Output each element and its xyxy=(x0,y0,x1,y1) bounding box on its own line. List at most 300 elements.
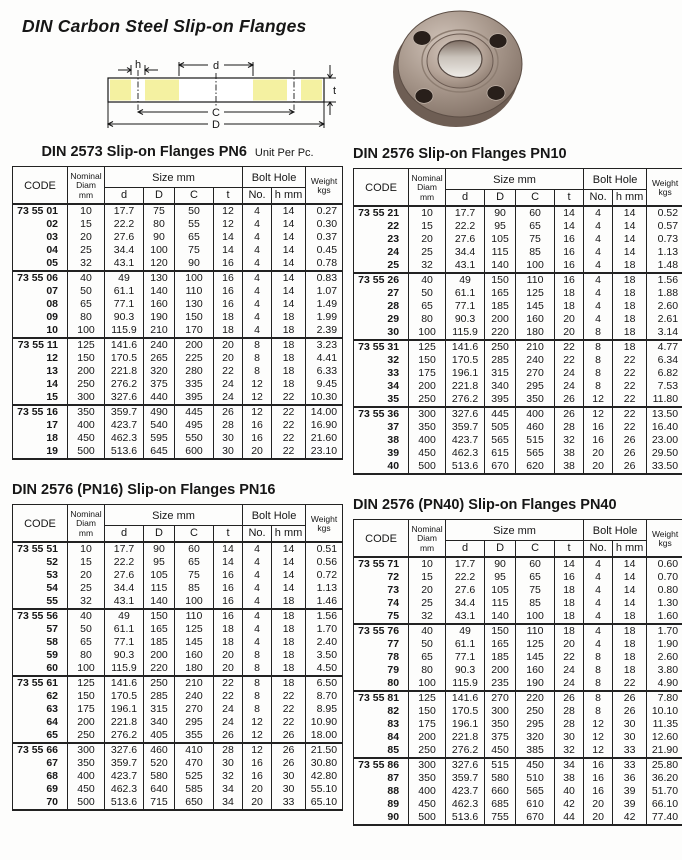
value-cell: 18 xyxy=(613,340,647,354)
header-size-group: Size mm xyxy=(446,520,584,541)
value-cell: 0.72 xyxy=(306,569,343,582)
value-cell: 22 xyxy=(613,407,647,421)
value-cell: 270 xyxy=(516,367,555,380)
value-cell: 8 xyxy=(243,338,272,352)
value-cell: 16 xyxy=(584,772,613,785)
value-cell: 0.27 xyxy=(306,204,343,218)
code-cell: 73 55 06 xyxy=(13,271,68,285)
value-cell: 375 xyxy=(485,731,516,744)
value-cell: 18 xyxy=(613,300,647,313)
value-cell: 14 xyxy=(214,244,243,257)
value-cell: 14 xyxy=(613,220,647,233)
value-cell: 320 xyxy=(144,365,175,378)
value-cell: 12.60 xyxy=(647,731,682,744)
value-cell: 327.6 xyxy=(105,743,144,757)
table-head xyxy=(354,169,682,207)
table-row xyxy=(13,716,343,729)
value-cell: 196.1 xyxy=(446,367,485,380)
header-line: Weight xyxy=(651,177,679,188)
value-cell: 10 xyxy=(68,204,105,218)
value-cell: 150 xyxy=(68,352,105,365)
value-cell: 22 xyxy=(214,676,243,690)
table-row xyxy=(13,419,343,432)
value-cell: 450 xyxy=(409,798,446,811)
value-cell: 170.5 xyxy=(446,705,485,718)
value-cell: 18 xyxy=(613,610,647,624)
header-size-D: D xyxy=(485,190,516,207)
value-cell: 40 xyxy=(68,609,105,623)
table-body xyxy=(354,206,682,474)
value-cell: 525 xyxy=(175,770,214,783)
value-cell: 400 xyxy=(68,770,105,783)
code-cell: 90 xyxy=(354,811,409,825)
value-cell: 140 xyxy=(485,610,516,624)
value-cell: 28 xyxy=(214,419,243,432)
header-row-1 xyxy=(13,505,343,526)
code-cell: 12 xyxy=(13,352,68,365)
value-cell: 350 xyxy=(68,405,105,419)
header-line: Nominal xyxy=(411,172,443,183)
value-cell: 8 xyxy=(243,676,272,690)
flange-photo xyxy=(382,6,538,139)
value-cell: 110 xyxy=(175,285,214,298)
value-cell: 18.00 xyxy=(306,729,343,743)
value-cell: 77.40 xyxy=(647,811,682,825)
table-row xyxy=(13,285,343,298)
value-cell: 18 xyxy=(272,378,306,391)
value-cell: 61.1 xyxy=(446,638,485,651)
value-cell: 115.9 xyxy=(105,662,144,676)
value-cell: 6.50 xyxy=(306,676,343,690)
value-cell: 16 xyxy=(243,419,272,432)
header-weight xyxy=(306,167,343,205)
value-cell: 160 xyxy=(516,664,555,677)
value-cell: 350 xyxy=(409,772,446,785)
value-cell: 22 xyxy=(555,340,584,354)
value-cell: 8 xyxy=(243,662,272,676)
value-cell: 200 xyxy=(485,664,516,677)
value-cell: 15 xyxy=(68,218,105,231)
value-cell: 175 xyxy=(68,703,105,716)
value-cell: 39 xyxy=(613,785,647,798)
table-row xyxy=(13,743,343,757)
value-cell: 34 xyxy=(555,758,584,772)
value-cell: 200 xyxy=(409,731,446,744)
value-cell: 0.73 xyxy=(647,233,682,246)
code-cell: 85 xyxy=(354,744,409,758)
value-cell: 12 xyxy=(214,218,243,231)
dim-label-h: h xyxy=(135,59,142,71)
header-row-1 xyxy=(13,167,343,188)
value-cell: 34 xyxy=(214,783,243,796)
value-cell: 7.53 xyxy=(647,380,682,393)
value-cell: 33.50 xyxy=(647,460,682,474)
header-line: Diam xyxy=(417,533,437,544)
value-cell: 28 xyxy=(555,705,584,718)
value-cell: 423.7 xyxy=(105,770,144,783)
value-cell: 14 xyxy=(613,206,647,220)
value-cell: 60 xyxy=(175,542,214,556)
value-cell: 210 xyxy=(516,340,555,354)
value-cell: 10 xyxy=(68,542,105,556)
value-cell: 14 xyxy=(272,582,306,595)
value-cell: 1.30 xyxy=(647,597,682,610)
value-cell: 21.90 xyxy=(647,744,682,758)
header-bolt-No: No. xyxy=(584,541,613,558)
value-cell: 130 xyxy=(144,271,175,285)
value-cell: 22 xyxy=(272,445,306,459)
value-cell: 200 xyxy=(485,313,516,326)
value-cell: 8 xyxy=(584,677,613,691)
value-cell: 20 xyxy=(584,447,613,460)
value-cell: 30 xyxy=(214,432,243,445)
value-cell: 4 xyxy=(584,220,613,233)
header-line: Weight xyxy=(310,513,338,524)
table-row xyxy=(13,649,343,662)
value-cell: 300 xyxy=(68,391,105,405)
right-column xyxy=(353,140,682,844)
value-cell: 24 xyxy=(555,380,584,393)
value-cell: 16 xyxy=(584,785,613,798)
value-cell: 4 xyxy=(243,556,272,569)
table-row xyxy=(13,391,343,405)
value-cell: 26 xyxy=(613,434,647,447)
value-cell: 513.6 xyxy=(105,445,144,459)
value-cell: 580 xyxy=(485,772,516,785)
value-cell: 100 xyxy=(516,259,555,273)
value-cell: 17.7 xyxy=(446,557,485,571)
value-cell: 18 xyxy=(613,664,647,677)
value-cell: 38 xyxy=(555,447,584,460)
value-cell: 16 xyxy=(214,595,243,609)
value-cell: 26 xyxy=(613,705,647,718)
value-cell: 140 xyxy=(144,285,175,298)
value-cell: 105 xyxy=(144,569,175,582)
value-cell: 1.70 xyxy=(306,623,343,636)
spec-table xyxy=(12,166,343,460)
code-cell: 38 xyxy=(354,434,409,447)
value-cell: 565 xyxy=(485,434,516,447)
value-cell: 515 xyxy=(485,758,516,772)
value-cell: 110 xyxy=(175,609,214,623)
value-cell: 8 xyxy=(584,651,613,664)
value-cell: 300 xyxy=(409,758,446,772)
header-size-C: C xyxy=(175,526,214,543)
value-cell: 23.10 xyxy=(306,445,343,459)
value-cell: 150 xyxy=(409,354,446,367)
value-cell: 595 xyxy=(144,432,175,445)
value-cell: 90 xyxy=(144,542,175,556)
value-cell: 20 xyxy=(584,811,613,825)
header-size-C: C xyxy=(175,188,214,205)
code-cell: 18 xyxy=(13,432,68,445)
value-cell: 320 xyxy=(516,731,555,744)
code-cell: 68 xyxy=(13,770,68,783)
table-row xyxy=(13,609,343,623)
code-cell: 03 xyxy=(13,231,68,244)
value-cell: 32 xyxy=(555,744,584,758)
flange-photo-image xyxy=(382,6,538,134)
value-cell: 6.34 xyxy=(647,354,682,367)
value-cell: 14 xyxy=(555,206,584,220)
value-cell: 145 xyxy=(175,636,214,649)
value-cell: 22 xyxy=(272,432,306,445)
value-cell: 200 xyxy=(68,365,105,378)
value-cell: 77.1 xyxy=(446,300,485,313)
code-cell: 88 xyxy=(354,785,409,798)
code-cell: 73 55 81 xyxy=(354,691,409,705)
value-cell: 38 xyxy=(555,772,584,785)
value-cell: 29.50 xyxy=(647,447,682,460)
value-cell: 8.95 xyxy=(306,703,343,716)
value-cell: 43.1 xyxy=(105,257,144,271)
header-nominal-diam xyxy=(409,169,446,207)
table-row xyxy=(354,758,682,772)
value-cell: 515 xyxy=(516,434,555,447)
table-row xyxy=(354,597,682,610)
value-cell: 14 xyxy=(214,556,243,569)
table-row xyxy=(354,340,682,354)
value-cell: 14 xyxy=(272,218,306,231)
header-line: mm xyxy=(78,189,94,200)
value-cell: 295 xyxy=(516,380,555,393)
value-cell: 170.5 xyxy=(105,690,144,703)
code-cell: 17 xyxy=(13,419,68,432)
code-cell: 54 xyxy=(13,582,68,595)
value-cell: 450 xyxy=(516,758,555,772)
value-cell: 66.10 xyxy=(647,798,682,811)
value-cell: 300 xyxy=(409,407,446,421)
header-line: Nominal xyxy=(70,508,102,519)
value-cell: 355 xyxy=(175,729,214,743)
value-cell: 100 xyxy=(68,324,105,338)
header-bolt-hmm: h mm xyxy=(613,190,647,207)
value-cell: 660 xyxy=(485,785,516,798)
value-cell: 460 xyxy=(144,743,175,757)
value-cell: 1.56 xyxy=(647,273,682,287)
value-cell: 10.90 xyxy=(306,716,343,729)
value-cell: 36 xyxy=(613,772,647,785)
table-row xyxy=(354,259,682,273)
header-bolt-No: No. xyxy=(584,190,613,207)
code-cell: 07 xyxy=(13,285,68,298)
value-cell: 225 xyxy=(175,352,214,365)
value-cell: 20 xyxy=(214,662,243,676)
table-row xyxy=(13,595,343,609)
value-cell: 42 xyxy=(613,811,647,825)
value-cell: 210 xyxy=(175,676,214,690)
value-cell: 185 xyxy=(485,651,516,664)
value-cell: 16 xyxy=(555,571,584,584)
value-cell: 18 xyxy=(272,595,306,609)
value-cell: 335 xyxy=(175,378,214,391)
value-cell: 34.4 xyxy=(446,246,485,259)
value-cell: 200 xyxy=(409,380,446,393)
code-cell: 02 xyxy=(13,218,68,231)
value-cell: 645 xyxy=(144,445,175,459)
header-size-t: t xyxy=(214,526,243,543)
value-cell: 221.8 xyxy=(446,731,485,744)
value-cell: 4.50 xyxy=(306,662,343,676)
value-cell: 22.2 xyxy=(446,220,485,233)
value-cell: 20 xyxy=(409,233,446,246)
value-cell: 26 xyxy=(555,393,584,407)
value-cell: 1.13 xyxy=(306,582,343,595)
value-cell: 410 xyxy=(175,743,214,757)
value-cell: 500 xyxy=(68,445,105,459)
value-cell: 3.50 xyxy=(306,649,343,662)
value-cell: 38 xyxy=(555,460,584,474)
table-row xyxy=(354,354,682,367)
header-line: Nominal xyxy=(70,170,102,181)
code-cell: 73 55 71 xyxy=(354,557,409,571)
value-cell: 423.7 xyxy=(446,785,485,798)
value-cell: 65 xyxy=(68,636,105,649)
value-cell: 20 xyxy=(214,338,243,352)
value-cell: 10 xyxy=(409,557,446,571)
value-cell: 1.07 xyxy=(306,285,343,298)
value-cell: 4 xyxy=(243,311,272,324)
value-cell: 240 xyxy=(175,690,214,703)
value-cell: 350 xyxy=(516,393,555,407)
value-cell: 20 xyxy=(555,638,584,651)
value-cell: 115 xyxy=(485,597,516,610)
value-cell: 150 xyxy=(485,273,516,287)
value-cell: 221.8 xyxy=(105,365,144,378)
value-cell: 28 xyxy=(214,743,243,757)
header-size-d: d xyxy=(105,188,144,205)
value-cell: 24 xyxy=(555,677,584,691)
value-cell: 30.80 xyxy=(306,757,343,770)
value-cell: 20 xyxy=(584,798,613,811)
value-cell: 30 xyxy=(613,731,647,744)
value-cell: 280 xyxy=(175,365,214,378)
value-cell: 0.83 xyxy=(306,271,343,285)
value-cell: 170.5 xyxy=(446,354,485,367)
value-cell: 43.1 xyxy=(446,610,485,624)
value-cell: 22 xyxy=(272,391,306,405)
value-cell: 50 xyxy=(175,204,214,218)
value-cell: 18 xyxy=(214,324,243,338)
value-cell: 22 xyxy=(555,651,584,664)
value-cell: 24 xyxy=(214,378,243,391)
code-cell: 83 xyxy=(354,718,409,731)
table-row xyxy=(354,326,682,340)
table-row xyxy=(13,378,343,391)
spec-table xyxy=(353,168,682,475)
code-cell: 58 xyxy=(13,636,68,649)
value-cell: 670 xyxy=(516,811,555,825)
value-cell: 21.60 xyxy=(306,432,343,445)
value-cell: 105 xyxy=(485,233,516,246)
header-row-1 xyxy=(354,169,682,190)
header-bolt-hmm: h mm xyxy=(272,526,306,543)
value-cell: 165 xyxy=(144,623,175,636)
table-row xyxy=(354,785,682,798)
value-cell: 185 xyxy=(485,300,516,313)
value-cell: 30 xyxy=(214,757,243,770)
value-cell: 32 xyxy=(555,434,584,447)
value-cell: 18 xyxy=(613,638,647,651)
value-cell: 4 xyxy=(243,257,272,271)
value-cell: 18 xyxy=(214,623,243,636)
value-cell: 12 xyxy=(214,204,243,218)
value-cell: 26 xyxy=(555,407,584,421)
value-cell: 22.2 xyxy=(105,556,144,569)
value-cell: 16 xyxy=(214,271,243,285)
table-row xyxy=(13,231,343,244)
header-size-D: D xyxy=(144,526,175,543)
value-cell: 90 xyxy=(485,557,516,571)
value-cell: 4 xyxy=(243,218,272,231)
value-cell: 8.70 xyxy=(306,690,343,703)
code-cell: 73 55 31 xyxy=(354,340,409,354)
dim-label-C: C xyxy=(212,107,220,119)
value-cell: 150 xyxy=(68,690,105,703)
value-cell: 18 xyxy=(613,273,647,287)
value-cell: 250 xyxy=(485,340,516,354)
table-row xyxy=(354,300,682,313)
header-line: Weight xyxy=(651,528,679,539)
header-bolt-No: No. xyxy=(243,526,272,543)
value-cell: 65 xyxy=(409,300,446,313)
value-cell: 359.7 xyxy=(105,405,144,419)
value-cell: 33 xyxy=(613,758,647,772)
page-header xyxy=(0,0,682,140)
value-cell: 27.6 xyxy=(446,584,485,597)
table-row xyxy=(354,246,682,259)
value-cell: 18 xyxy=(613,259,647,273)
code-cell: 34 xyxy=(354,380,409,393)
header-bolt-hole-group: Bolt Hole xyxy=(584,169,647,190)
value-cell: 20 xyxy=(243,445,272,459)
value-cell: 18 xyxy=(272,636,306,649)
value-cell: 18 xyxy=(272,662,306,676)
value-cell: 65 xyxy=(175,231,214,244)
value-cell: 12 xyxy=(584,718,613,731)
value-cell: 165 xyxy=(485,638,516,651)
header-bolt-hole-group: Bolt Hole xyxy=(243,167,306,188)
value-cell: 18 xyxy=(555,287,584,300)
table-row xyxy=(354,638,682,651)
value-cell: 300 xyxy=(485,705,516,718)
value-cell: 15 xyxy=(68,556,105,569)
table-body xyxy=(354,557,682,825)
table-row xyxy=(354,651,682,664)
value-cell: 24 xyxy=(555,367,584,380)
value-cell: 513.6 xyxy=(446,460,485,474)
value-cell: 565 xyxy=(516,447,555,460)
table-row xyxy=(354,273,682,287)
value-cell: 0.56 xyxy=(306,556,343,569)
value-cell: 145 xyxy=(516,651,555,664)
table-row xyxy=(354,624,682,638)
value-cell: 4 xyxy=(584,584,613,597)
dim-label-t: t xyxy=(333,85,337,97)
value-cell: 4 xyxy=(584,313,613,326)
value-cell: 513.6 xyxy=(105,796,144,810)
value-cell: 540 xyxy=(144,419,175,432)
value-cell: 22 xyxy=(272,419,306,432)
value-cell: 14 xyxy=(214,542,243,556)
table-row xyxy=(354,407,682,421)
value-cell: 200 xyxy=(144,649,175,662)
header-row-1 xyxy=(354,520,682,541)
value-cell: 4 xyxy=(243,298,272,311)
header-size-D: D xyxy=(485,541,516,558)
value-cell: 6.82 xyxy=(647,367,682,380)
code-cell: 52 xyxy=(13,556,68,569)
